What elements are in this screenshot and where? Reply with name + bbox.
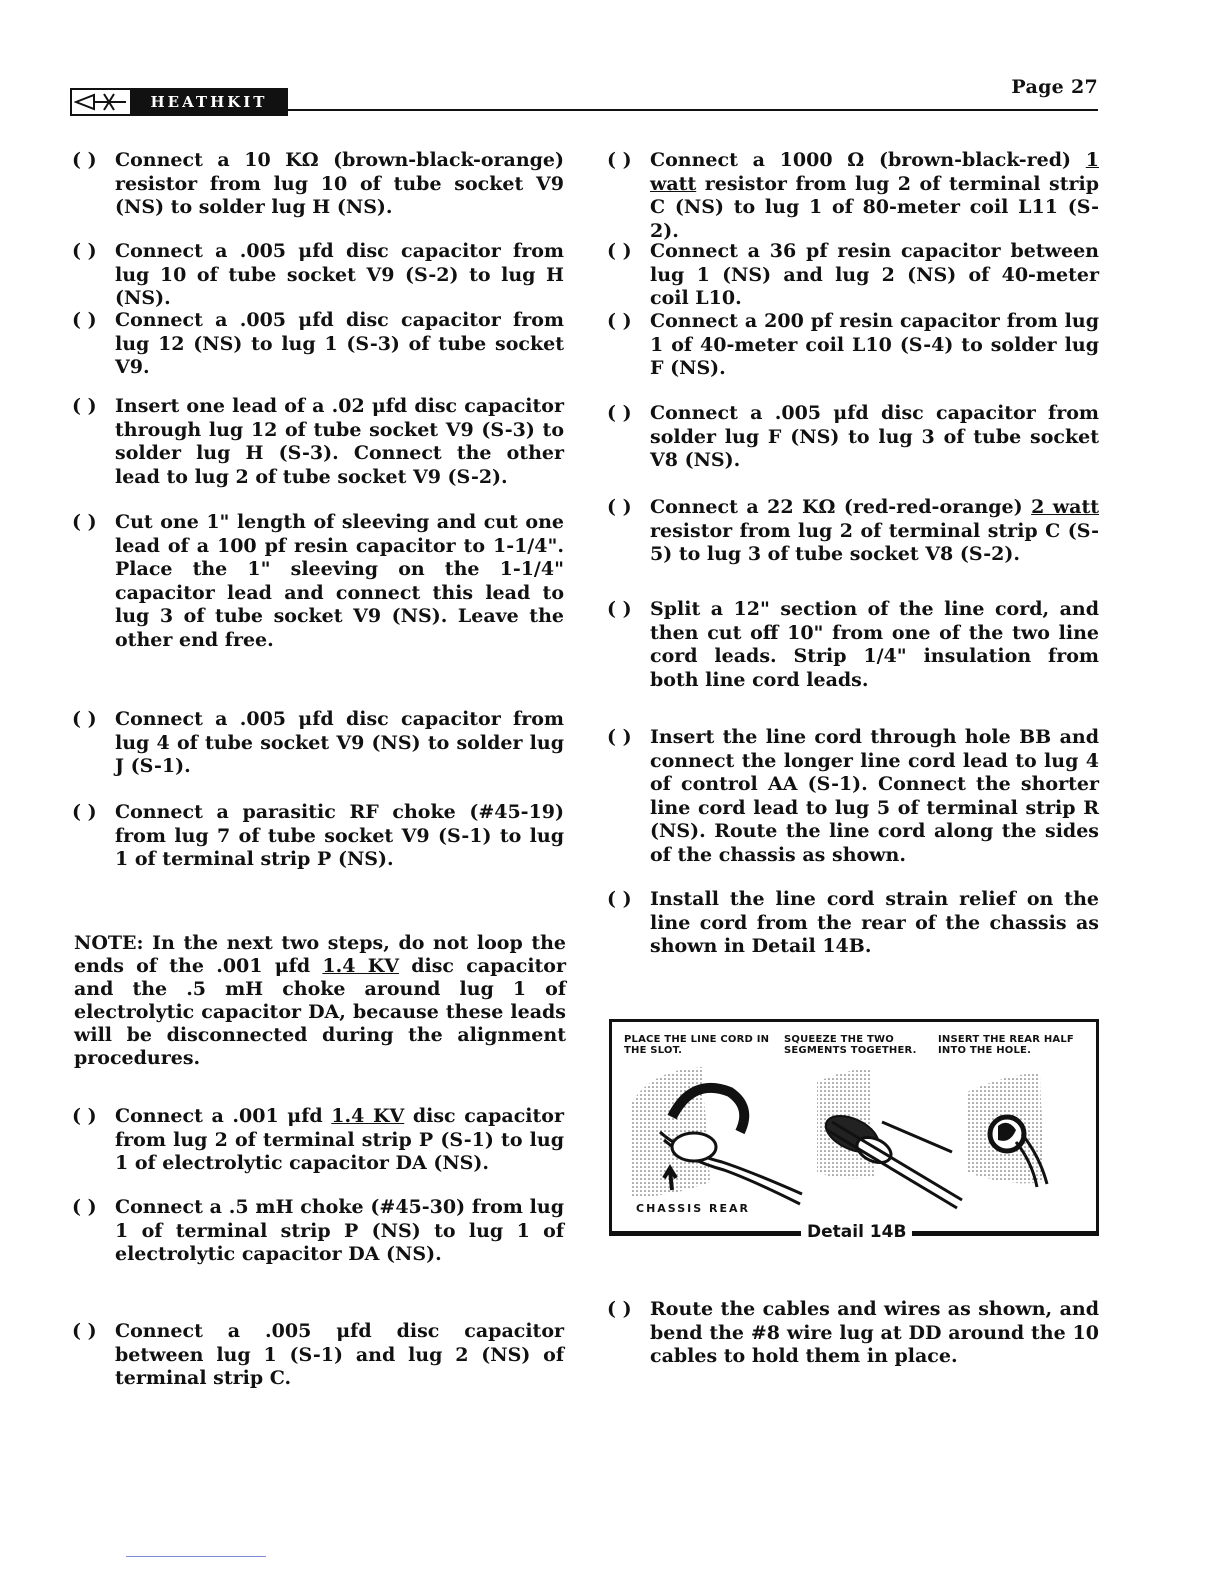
logo-emblem-icon: [72, 90, 132, 114]
checkbox[interactable]: ( ): [607, 496, 632, 518]
step-item: [607, 496, 1099, 567]
step-text: Connect a .005 μfd disc capacitor from solder lug F (NS) to lug 3 of tube socket V8 (NS).: [650, 402, 1099, 471]
step-text: Route the cables and wires as shown, and bend the #8 wire lug at DD around the 10 cables to hold them in place.: [650, 1298, 1099, 1367]
step-item: [607, 149, 1099, 243]
checkbox[interactable]: ( ): [607, 888, 632, 910]
heathkit-logo: [70, 88, 288, 116]
step-item: [607, 310, 1099, 381]
step-item: [72, 149, 564, 220]
step-item: [72, 395, 564, 489]
step-item: [607, 1298, 1099, 1369]
step-text: Insert the line cord through hole BB and connect the longer line cord lead to lug 4 of control AA (S-1). Connect the shorter line cord lead to lug 5 of terminal strip R (NS). Route the line cord along the sides of the chassis as shown.: [650, 726, 1099, 866]
checkbox[interactable]: ( ): [607, 310, 632, 332]
step-text: Connect a .005 μfd disc capacitor from lug 10 of tube socket V9 (S-2) to lug H (NS).: [115, 240, 564, 309]
checkbox[interactable]: ( ): [72, 511, 97, 533]
checkbox[interactable]: ( ): [72, 708, 97, 730]
step-text: Connect a .005 μfd disc capacitor from lug 4 of tube socket V9 (NS) to solder lug J (S-1).: [115, 708, 564, 777]
step-text: Connect a 36 pf resin capacitor between lug 1 (NS) and lug 2 (NS) of 40-meter coil L10.: [650, 240, 1099, 309]
detail-14b-figure: [609, 1019, 1099, 1242]
step-text: Connect a .001 μfd 1.4 KV disc capacitor from lug 2 of terminal strip P (S-1) to lug 1 of electrolytic capacitor DA (NS).: [115, 1105, 564, 1174]
checkbox[interactable]: ( ): [607, 1298, 632, 1320]
checkbox[interactable]: ( ): [72, 1196, 97, 1218]
checkbox[interactable]: ( ): [72, 309, 97, 331]
step-text: Connect a .005 μfd disc capacitor between lug 1 (S-1) and lug 2 (NS) of terminal strip C.: [115, 1320, 564, 1389]
step-item: [607, 888, 1099, 959]
stray-mark: [126, 1556, 266, 1557]
step-item: [607, 598, 1099, 692]
header-rule: [287, 109, 1098, 111]
checkbox[interactable]: ( ): [72, 1105, 97, 1127]
step-text: Connect a 10 KΩ (brown-black-orange) resistor from lug 10 of tube socket V9 (NS) to solder lug H (NS).: [115, 149, 564, 218]
step-item: [607, 726, 1099, 867]
step-text: Connect a 1000 Ω (brown-black-red) 1 watt resistor from lug 2 of terminal strip C (NS) to lug 1 of 80-meter coil L11 (S-2).: [650, 149, 1099, 242]
step-text: Cut one 1" length of sleeving and cut one lead of a 100 pf resin capacitor to 1-1/4". Place the 1" sleeving on the 1-1/4" capacitor lead and connect this lead to lug 3 of tube socket V9 (NS). Leave the other end free.: [115, 511, 564, 651]
step-item: [72, 1320, 564, 1391]
note-paragraph: NOTE: In the next two steps, do not loop the ends of the .001 μfd 1.4 KV disc capacitor and the .5 mH choke around lug 1 of electrolytic capacitor DA, because these leads will be disconnected during the alignment procedures.: [74, 932, 566, 1069]
caption-place-cord: PLACE THE LINE CORD IN THE SLOT.: [624, 1034, 770, 1056]
checkbox[interactable]: ( ): [607, 598, 632, 620]
step-text: Install the line cord strain relief on the line cord from the rear of the chassis as shown in Detail 14B.: [650, 888, 1099, 957]
caption-insert: INSERT THE REAR HALF INTO THE HOLE.: [938, 1034, 1074, 1056]
page-number: Page 27: [1011, 76, 1098, 98]
checkbox[interactable]: ( ): [607, 240, 632, 262]
checkbox[interactable]: ( ): [607, 726, 632, 748]
step-text: Connect a .005 μfd disc capacitor from lug 12 (NS) to lug 1 (S-3) of tube socket V9.: [115, 309, 564, 378]
step-text: Connect a 22 KΩ (red-red-orange) 2 watt resistor from lug 2 of terminal strip C (S-5) to lug 3 of tube socket V8 (S-2).: [650, 496, 1100, 565]
chassis-rear-label: CHASSIS REAR: [636, 1202, 750, 1215]
checkbox[interactable]: ( ): [72, 801, 97, 823]
step-item: [72, 511, 564, 652]
step-item: [607, 402, 1099, 473]
step-text: Connect a 200 pf resin capacitor from lug 1 of 40-meter coil L10 (S-4) to solder lug F (NS).: [650, 310, 1099, 379]
step-text: Split a 12" section of the line cord, and then cut off 10" from one of the two line cord leads. Strip 1/4" insulation from both line cord leads.: [650, 598, 1099, 691]
step-item: [72, 708, 564, 779]
checkbox[interactable]: ( ): [72, 240, 97, 262]
checkbox[interactable]: ( ): [72, 149, 97, 171]
step-item: [72, 801, 564, 872]
step-text: Connect a .5 mH choke (#45-30) from lug 1 of terminal strip P (NS) to lug 1 of electrolytic capacitor DA (NS).: [115, 1196, 564, 1265]
step-item: [607, 240, 1099, 311]
detail-title: Detail 14B: [801, 1222, 912, 1242]
caption-squeeze: SQUEEZE THE TWO SEGMENTS TOGETHER.: [784, 1034, 917, 1056]
logo-text: HEATHKIT: [150, 93, 268, 111]
checkbox[interactable]: ( ): [72, 1320, 97, 1342]
step-item: [72, 309, 564, 380]
step-item: [72, 1196, 564, 1267]
step-text: Connect a parasitic RF choke (#45-19) from lug 7 of tube socket V9 (S-1) to lug 1 of terminal strip P (NS).: [115, 801, 564, 870]
step-item: [72, 240, 564, 311]
checkbox[interactable]: ( ): [607, 402, 632, 424]
checkbox[interactable]: ( ): [72, 395, 97, 417]
checkbox[interactable]: ( ): [607, 149, 632, 171]
step-text: Insert one lead of a .02 μfd disc capacitor through lug 12 of tube socket V9 (S-3) to solder lug H (S-3). Connect the other lead to lug 2 of tube socket V9 (S-2).: [115, 395, 564, 488]
step-item: [72, 1105, 564, 1176]
